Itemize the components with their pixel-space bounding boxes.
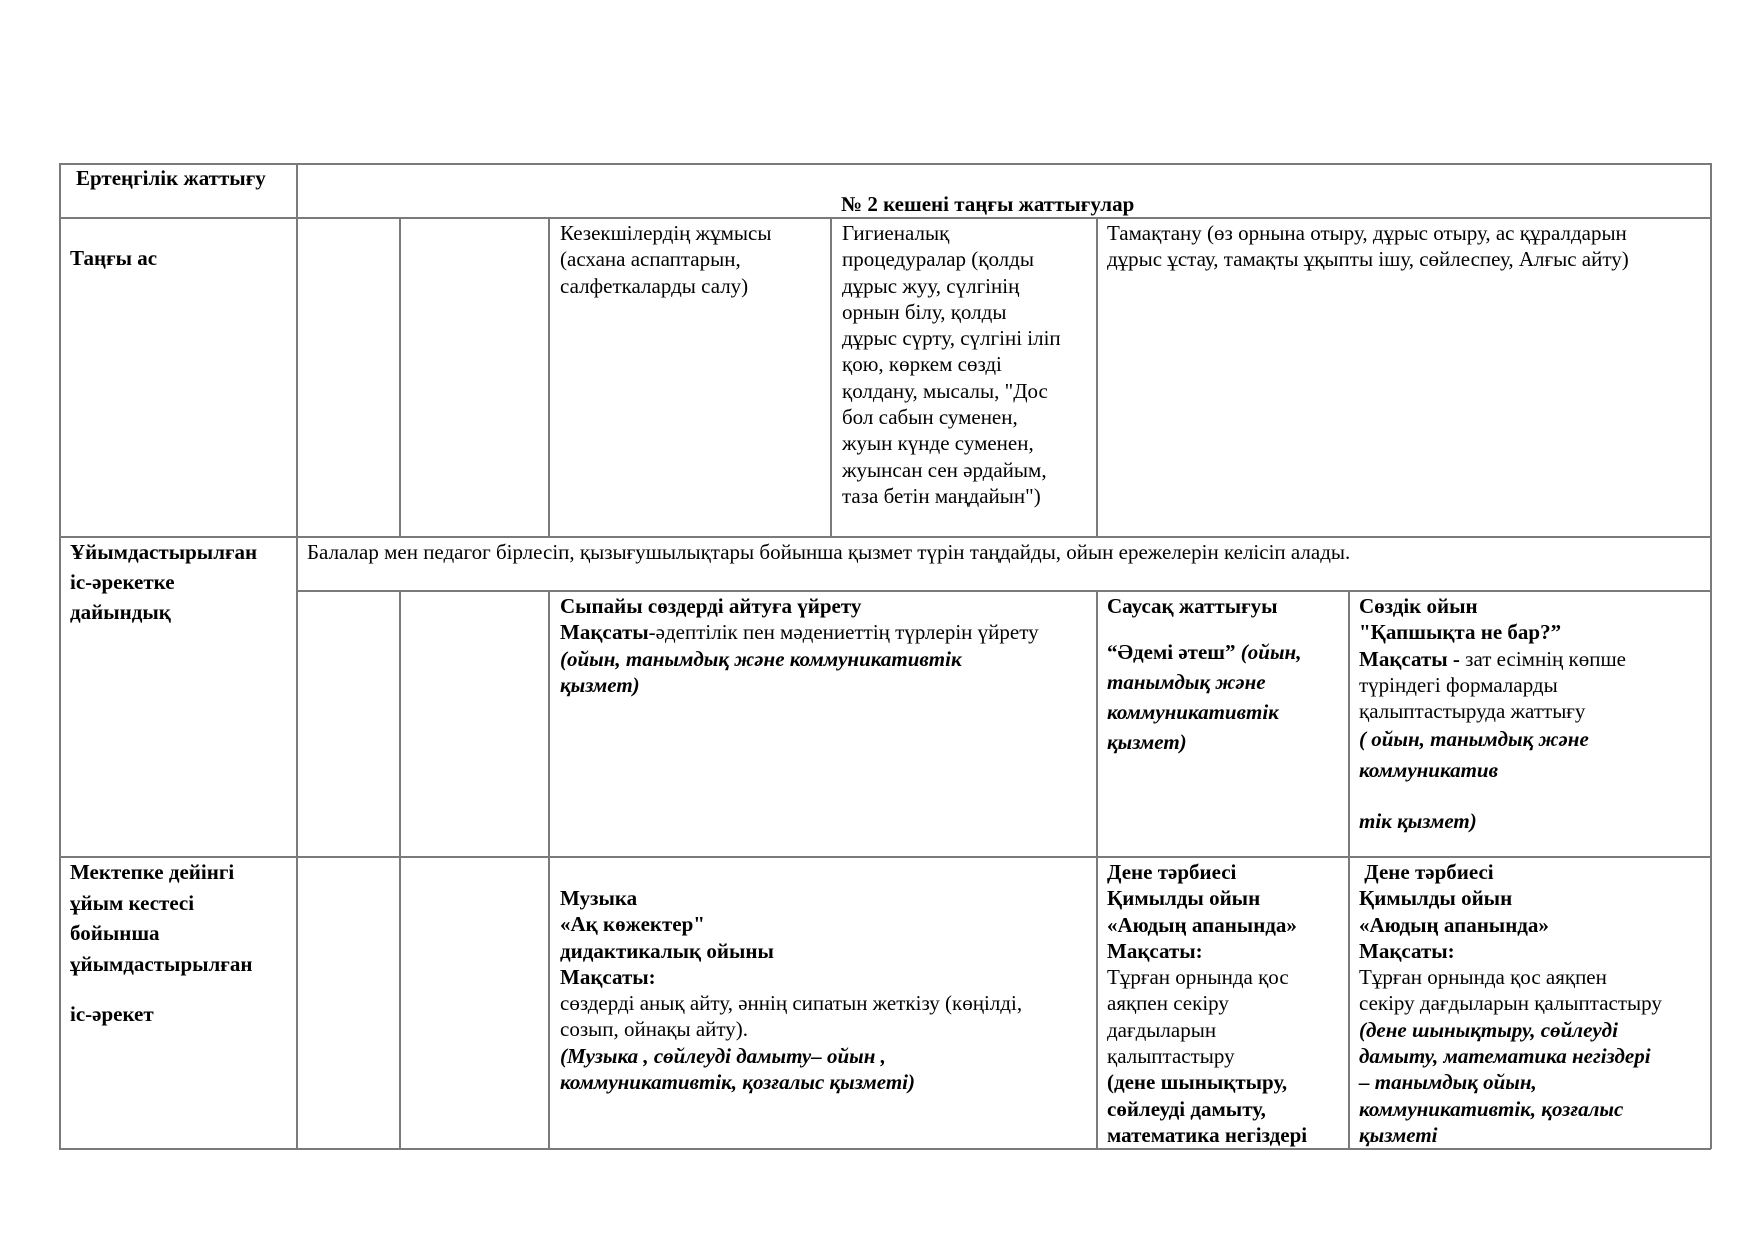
goal-text: -әдептілік пен мәдениеттің түрлерін үйрету bbox=[648, 620, 1039, 645]
text-line: түріндегі формаларды bbox=[1359, 672, 1558, 697]
duty-work-text bbox=[560, 220, 771, 299]
table-border bbox=[399, 217, 401, 537]
text-line: жуынсан сен әрдайым, bbox=[842, 457, 1047, 482]
music-cell bbox=[560, 885, 1022, 1095]
text-line: (дене шынықтыру, сөйлеуді bbox=[1359, 1017, 1618, 1042]
music-type: дидактикалық ойыны bbox=[560, 938, 774, 963]
table-border bbox=[1710, 163, 1712, 1149]
text-line: аяқпен секіру bbox=[1107, 991, 1229, 1016]
table-border bbox=[1096, 590, 1098, 1149]
eating-text bbox=[1107, 220, 1629, 273]
table-border bbox=[1348, 590, 1350, 1149]
text-line: (дене шынықтыру, bbox=[1107, 1070, 1288, 1095]
breakfast-label: Таңғы ас bbox=[70, 246, 158, 270]
polite-words-title: Сыпайы сөздерді айтуға үйрету bbox=[560, 594, 862, 618]
text-line: Мектепке дейінгі bbox=[70, 860, 235, 884]
text-line: (ойын, танымдық және коммуникативтік bbox=[560, 646, 962, 671]
table-border bbox=[59, 856, 1711, 858]
text-line: ( ойын, танымдық және bbox=[1359, 727, 1589, 752]
text-line: сөздерді анық айту, әннің сипатын жеткізу (көңілді, bbox=[560, 991, 1023, 1016]
text-line: дұрыс жуу, сүлгінің bbox=[842, 273, 1020, 298]
morning-exercise-content: № 2 кешені таңғы жаттығулар bbox=[841, 192, 1135, 216]
text-line: Гигиеналық bbox=[842, 221, 950, 245]
goal-text: зат есімнің көпше bbox=[1459, 646, 1626, 671]
polite-words-goal bbox=[560, 619, 1039, 645]
text-line: жуын күнде суменен, bbox=[842, 431, 1034, 456]
morning-exercise-label: Ертеңгілік жаттығу bbox=[76, 166, 266, 190]
polite-words-cell bbox=[560, 593, 1039, 698]
goal-label: Мақсаты bbox=[560, 620, 649, 645]
text-line: қызмет) bbox=[1107, 730, 1187, 755]
text-line: танымдық және bbox=[1107, 670, 1266, 695]
text-line: – танымдық ойын, bbox=[1359, 1070, 1537, 1095]
organized-activity-label bbox=[70, 857, 252, 1030]
text-line: дайындық bbox=[70, 600, 171, 624]
text-line: коммуникатив bbox=[1359, 758, 1498, 783]
goal-label: Мақсаты: bbox=[1107, 938, 1203, 963]
text-line: іс-әрекетке bbox=[70, 570, 175, 594]
text-line: дағдыларын bbox=[1107, 1017, 1217, 1042]
text-line: Тұрған орнында қос аяқпен bbox=[1359, 965, 1607, 990]
table-border bbox=[296, 590, 1711, 592]
text-line: қызметі bbox=[1359, 1122, 1438, 1147]
table-border bbox=[548, 590, 550, 1149]
table-border bbox=[399, 590, 401, 1149]
word-game-name: "Қапшықта не бар?” bbox=[1359, 620, 1562, 645]
text-line: дамыту, математика негіздері bbox=[1359, 1044, 1651, 1069]
text-line: ұйымдастырылған bbox=[70, 951, 253, 976]
table-border bbox=[296, 163, 298, 1149]
text-line: қалыптастыруда жаттығу bbox=[1359, 699, 1586, 724]
word-game-cell bbox=[1359, 593, 1626, 837]
text-line: дұрыс ұстау, тамақты ұқыпты ішу, сөйлеспеу, Алғыс айту) bbox=[1107, 247, 1629, 272]
text-line: қалыптастыру bbox=[1107, 1044, 1235, 1069]
table-border bbox=[59, 536, 1711, 538]
text-line: процедуралар (қолды bbox=[842, 247, 1034, 272]
table-border bbox=[1096, 217, 1098, 537]
text-line: бол сабын суменен, bbox=[842, 405, 1018, 430]
finger-exercise-title: Саусақ жаттығуы bbox=[1107, 594, 1278, 618]
pe-subtitle: Қимылды ойын bbox=[1359, 886, 1513, 911]
pe-game: «Аюдың апанында» bbox=[1107, 912, 1297, 937]
music-song: «Ақ көжектер" bbox=[560, 912, 705, 937]
text-line: Кезекшілердің жұмысы bbox=[560, 221, 772, 245]
text-line: (ойын, bbox=[1235, 640, 1302, 665]
text-line: (Музыка , сөйлеуді дамыту– ойын , bbox=[560, 1043, 886, 1068]
pe-cell-2 bbox=[1359, 859, 1662, 1148]
music-title: Музыка bbox=[560, 886, 638, 910]
hygiene-text bbox=[842, 220, 1061, 509]
table-border bbox=[830, 217, 832, 537]
word-game-goal bbox=[1359, 646, 1626, 672]
pe-cell-1 bbox=[1107, 859, 1307, 1148]
pe-title: Дене тәрбиесі bbox=[1107, 860, 1237, 884]
text-line: коммуникативтік, қозғалыс bbox=[1359, 1096, 1624, 1121]
goal-label: Мақсаты: bbox=[560, 964, 656, 989]
text-line: созып, ойнақы айту). bbox=[560, 1017, 749, 1042]
text-line: іс-әрекет bbox=[70, 1002, 154, 1026]
table-border bbox=[59, 163, 61, 1149]
text-line: орнын білу, қолды bbox=[842, 299, 1007, 324]
text-line: сөйлеуді дамыту, bbox=[1107, 1096, 1266, 1121]
preparation-label bbox=[70, 537, 257, 627]
word-game-title: Сөздік ойын bbox=[1359, 594, 1478, 618]
pe-title: Дене тәрбиесі bbox=[1359, 860, 1494, 884]
finger-exercise-cell bbox=[1107, 593, 1301, 757]
finger-exercise-game bbox=[1107, 637, 1301, 667]
text-line: салфеткаларды салу) bbox=[560, 273, 749, 298]
game-name: “Әдемі әтеш” bbox=[1107, 640, 1236, 665]
text-line: секіру дағдыларын қалыптастыру bbox=[1359, 991, 1662, 1016]
table-border bbox=[59, 163, 1711, 165]
text-line: тік қызмет) bbox=[1359, 809, 1477, 834]
text-line: қолдану, мысалы, "Дос bbox=[842, 378, 1048, 403]
text-line: (асхана аспаптарын, bbox=[560, 247, 741, 272]
text-line: Тұрған орнында қос bbox=[1107, 965, 1289, 990]
text-line: математика негіздері bbox=[1107, 1122, 1308, 1147]
text-line: бойынша bbox=[70, 921, 160, 945]
goal-label: Мақсаты: bbox=[1359, 938, 1455, 963]
pe-subtitle: Қимылды ойын bbox=[1107, 886, 1261, 911]
text-line: қызмет) bbox=[560, 672, 640, 697]
text-line: ұйым кестесі bbox=[70, 890, 195, 915]
text-line: коммуникативтік bbox=[1107, 700, 1279, 725]
table-border bbox=[548, 217, 550, 537]
text-line: таза бетін маңдайын") bbox=[842, 483, 1041, 508]
text-line: коммуникативтік, қозғалыс қызметі) bbox=[560, 1070, 916, 1095]
text-line: Тамақтану (өз орнына отыру, дұрыс отыру, ас құралдарын bbox=[1107, 221, 1627, 245]
pe-game: «Аюдың апанында» bbox=[1359, 912, 1549, 937]
goal-label: Мақсаты - bbox=[1359, 646, 1460, 671]
text-line: дұрыс сүрту, сүлгіні іліп bbox=[842, 326, 1061, 351]
text-line: Ұйымдастырылған bbox=[70, 540, 258, 564]
text-line: қою, көркем сөзді bbox=[842, 352, 1002, 377]
preparation-intro: Балалар мен педагог бірлесіп, қызығушылықтары бойынша қызмет түрін таңдайды, ойын ережелерін келісіп алады. bbox=[307, 540, 1351, 564]
